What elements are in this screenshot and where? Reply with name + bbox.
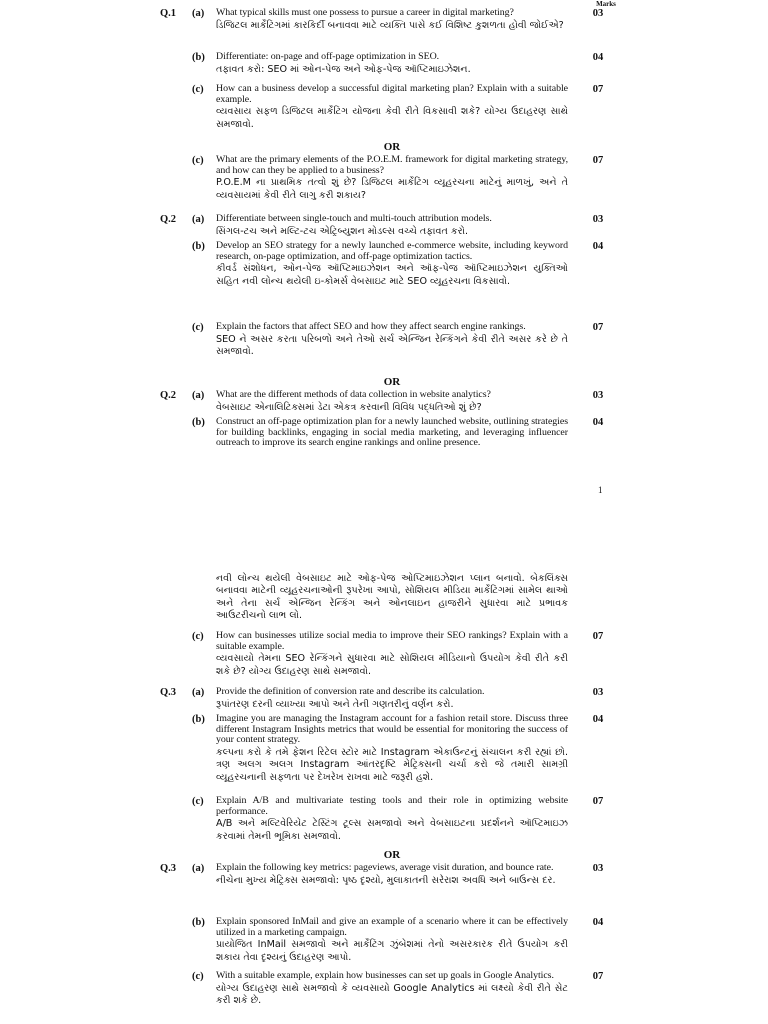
- question-text: [216, 417, 568, 449]
- english-text: Differentiate between single-touch and multi-touch attribution models.: [216, 213, 492, 224]
- gujarati-text: કલ્પના કરો કે તમે ફેશન રિટેલ સ્ટોર માટે Instagram એકાઉન્ટનું સંચાલન કરી રહ્યાં છો. ત્રણ અલગ અલગ Instagram આંતરદૃષ્ટિ મેટ્રિક્સની ચર્ચા કરો જે તમારી સામગ્રી વ્યૂહરચનાની સફળતા પર દેખરેખ રાખવા માટે જરૂરી હશે.: [216, 746, 568, 783]
- question-number: Q.1: [160, 8, 177, 19]
- part-label: (b): [192, 417, 205, 428]
- question-text: [216, 155, 568, 202]
- english-text: Explain A/B and multivariate testing tools and their role in optimizing website performance.: [216, 795, 568, 817]
- or-divider: OR: [383, 141, 401, 153]
- or-divider: OR: [383, 376, 401, 388]
- marks-value: 03: [592, 8, 604, 19]
- question-number: Q.2: [160, 214, 177, 225]
- or-divider: OR: [383, 849, 401, 861]
- question-text: [216, 84, 568, 131]
- part-label: (a): [192, 390, 205, 401]
- marks-value: 04: [592, 714, 604, 725]
- marks-value: 07: [592, 84, 604, 95]
- english-text: Develop an SEO strategy for a newly launched e-commerce website, including keyword research, on-page optimization, and off-page optimization tactics.: [216, 240, 568, 262]
- question-number: Q.3: [160, 687, 177, 698]
- question-text: [216, 214, 568, 238]
- english-text: Provide the definition of conversion rate and describe its calculation.: [216, 686, 485, 697]
- english-text: Explain the following key metrics: pageviews, average visit duration, and bounce rate.: [216, 862, 554, 873]
- gujarati-text: ડિજિટલ માર્કેટિંગમાં કારકિર્દી બનાવવા માટે વ્યક્તિ પાસે કઈ વિશિષ્ટ કુશળતા હોવી જોઈએ?: [216, 19, 564, 31]
- question-text: [216, 390, 568, 414]
- english-text: Imagine you are managing the Instagram account for a fashion retail store. Discuss three different Instagram Insights metrics that would be essential for monitoring the success of your content strategy.: [216, 713, 568, 746]
- gujarati-text: નીચેના મુખ્ય મેટ્રિક્સ સમજાવો: પૃષ્ઠ દૃશ્યો, મુલાકાતની સરેરાશ અવધિ અને બાઉન્સ દર.: [216, 874, 556, 886]
- marks-value: 07: [592, 631, 604, 642]
- english-text: How can businesses utilize social media to improve their SEO rankings? Explain with a suitable example.: [216, 630, 568, 652]
- gujarati-text: નવી લોન્ચ થયેલી વેબસાઇટ માટે ઓફ-પેજ ઓપ્ટિમાઇઝેશન પ્લાન બનાવો. બેકલિંક્સ બનાવવા માટેની વ્યૂહરચનાઓની રૂપરેખા આપો, સોશિયલ મીડિયા માર્કેટિંગમાં સામેલ થાઓ અને તેના સર્ચ એન્જિન રેન્કિંગ અને ઓનલાઇન હાજરીને સુધારવા માટે પ્રભાવક આઉટરીચનો લાભ લો.: [216, 573, 568, 622]
- english-text: What are the different methods of data collection in website analytics?: [216, 389, 491, 400]
- question-number: Q.3: [160, 863, 177, 874]
- part-label: (a): [192, 863, 205, 874]
- gujarati-text: પ્રાયોજિત InMail સમજાવો અને માર્કેટિંગ ઝુંબેશમાં તેનો અસરકારક રીતે ઉપયોગ કરી શકાય તેવા દૃશ્યનું ઉદાહરણ આપો.: [216, 939, 568, 963]
- marks-value: 04: [592, 52, 604, 63]
- part-label: (b): [192, 52, 205, 63]
- english-text: With a suitable example, explain how businesses can set up goals in Google Analytics.: [216, 970, 554, 981]
- question-text: [216, 714, 568, 784]
- question-text: [216, 917, 568, 964]
- gujarati-text: SEO ને અસર કરતા પરિબળો અને તેઓ સર્ચ એન્જિન રેન્કિંગને કેવી રીતે અસર કરે છે તે સમજાવો.: [216, 333, 568, 357]
- marks-value: 07: [592, 322, 604, 333]
- question-text: [216, 863, 568, 887]
- question-text: [216, 687, 568, 711]
- question-text: [216, 631, 568, 678]
- gujarati-text: વેબસાઇટ એનાલિટિક્સમાં ડેટા એકત્ર કરવાની વિવિધ પદ્ધતિઓ શું છે?: [216, 401, 482, 413]
- gujarati-text: વ્યવસાયો તેમના SEO રેન્કિંગને સુધારવા માટે સોશિયલ મીડિયાનો ઉપયોગ કેવી રીતે કરી શકે છે? યોગ્ય ઉદાહરણ સાથે સમજાવો.: [216, 653, 568, 677]
- marks-value: 07: [592, 971, 604, 982]
- gujarati-text: યોગ્ય ઉદાહરણ સાથે સમજાવો કે વ્યવસાયો Google Analytics માં લક્ષ્યો કેવી રીતે સેટ કરી શકે છે.: [216, 982, 568, 1006]
- part-label: (c): [192, 322, 204, 333]
- english-text: How can a business develop a successful digital marketing plan? Explain with a suitable example.: [216, 83, 568, 105]
- question-text: [216, 322, 568, 358]
- marks-value: 03: [592, 863, 604, 874]
- marks-value: 07: [592, 155, 604, 166]
- marks-value: 03: [592, 390, 604, 401]
- page-number: 1: [598, 485, 603, 495]
- gujarati-text: કીવર્ડ સંશોધન, ઓન-પેજ ઑપ્ટિમાઇઝેશન અને ઑફ-પેજ ઑપ્ટિમાઇઝેશન યુક્તિઓ સહિત નવી લોન્ચ થયેલી ઇ-કોમર્સ વેબસાઇટ માટે SEO વ્યૂહરચના વિકસાવો.: [216, 263, 568, 287]
- part-label: (b): [192, 917, 205, 928]
- gujarati-text: તફાવત કરો: SEO માં ઓન-પેજ અને ઓફ-પેજ ઑપ્ટિમાઇઝેશન.: [216, 63, 471, 75]
- english-text: Differentiate: on-page and off-page optimization in SEO.: [216, 51, 440, 62]
- gujarati-text: રૂપાંતરણ દરની વ્યાખ્યા આપો અને તેની ગણતરીનું વર્ણન કરો.: [216, 698, 454, 710]
- gujarati-text: P.O.E.M ના પ્રાથમિક તત્વો શું છે? ડિજિટલ માર્કેટિંગ વ્યૂહરચના માટેનું માળખું, અને તે વ્યવસાયમાં કેવી રીતે લાગુ કરી શકાય?: [216, 177, 568, 201]
- marks-value: 03: [592, 214, 604, 225]
- question-text: [216, 8, 568, 32]
- gujarati-text: સિંગલ-ટચ અને મલ્ટિ-ટચ એટ્રિબ્યુશન મોડલ્સ વચ્ચે તફાવત કરો.: [216, 225, 469, 237]
- gujarati-text: વ્યવસાય સફળ ડિજિટલ માર્કેટિંગ યોજના કેવી રીતે વિકસાવી શકે? યોગ્ય ઉદાહરણ સાથે સમજાવો.: [216, 106, 568, 130]
- english-text: What are the primary elements of the P.O.E.M. framework for digital marketing strategy, and how can they be applied to a business?: [216, 154, 568, 176]
- part-label: (a): [192, 687, 205, 698]
- part-label: (c): [192, 631, 204, 642]
- english-text: What typical skills must one possess to pursue a career in digital marketing?: [216, 7, 514, 18]
- english-text: Explain sponsored InMail and give an example of a scenario where it can be effectively utilized in a marketing campaign.: [216, 916, 568, 938]
- part-label: (c): [192, 971, 204, 982]
- question-number: Q.2: [160, 390, 177, 401]
- part-label: (a): [192, 8, 205, 19]
- question-text: [216, 971, 568, 1007]
- marks-value: 07: [592, 796, 604, 807]
- marks-value: 04: [592, 917, 604, 928]
- part-label: (c): [192, 155, 204, 166]
- part-label: (c): [192, 796, 204, 807]
- part-label: (a): [192, 214, 205, 225]
- part-label: (b): [192, 714, 205, 725]
- marks-column-header: Marks: [596, 0, 616, 8]
- english-text: Construct an off-page optimization plan for a newly launched website, outlining strategies for building backlinks, engaging in social media marketing, and leveraging influencer outreach to improve its search engine rankings and online presence.: [216, 416, 568, 449]
- marks-value: 03: [592, 687, 604, 698]
- gujarati-text: A/B અને મલ્ટિવેરિયેટ ટેસ્ટિંગ ટૂલ્સ સમજાવો અને વેબસાઇટના પ્રદર્શનને ઑપ્ટિમાઇઝ કરવામાં તેમની ભૂમિકા સમજાવો.: [216, 818, 568, 842]
- question-text: [216, 52, 568, 76]
- english-text: Explain the factors that affect SEO and how they affect search engine rankings.: [216, 321, 526, 332]
- question-text: [216, 241, 568, 288]
- question-text: [216, 572, 568, 623]
- marks-value: 04: [592, 241, 604, 252]
- marks-value: 04: [592, 417, 604, 428]
- part-label: (c): [192, 84, 204, 95]
- part-label: (b): [192, 241, 205, 252]
- question-text: [216, 796, 568, 843]
